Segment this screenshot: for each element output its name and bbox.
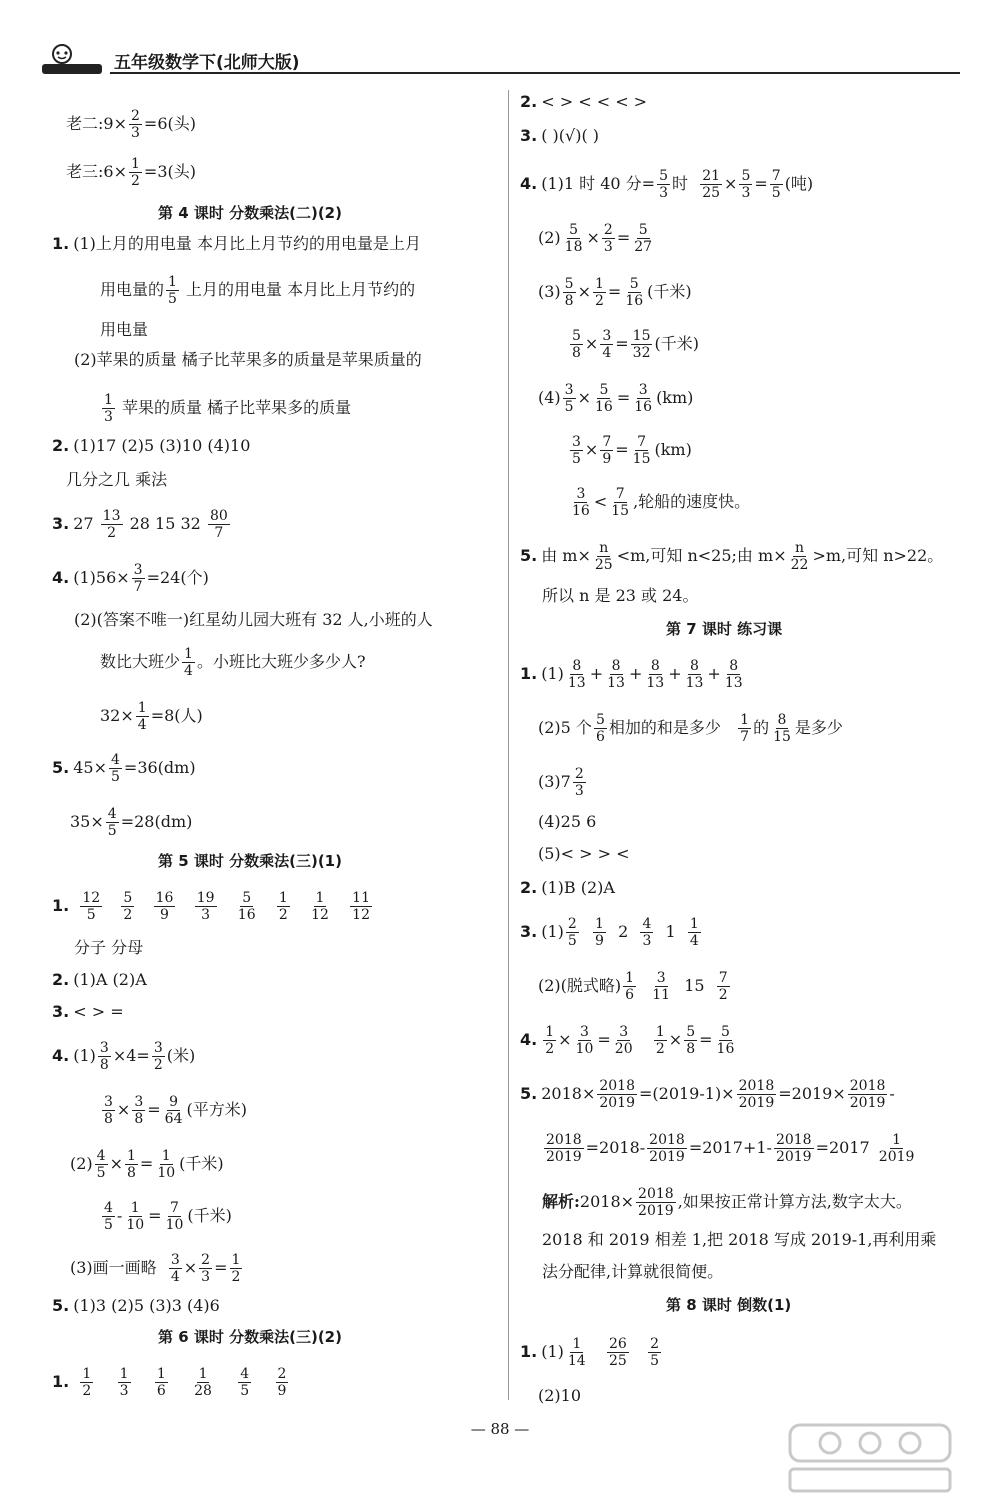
answer-line: (4)25 6 [538, 812, 597, 831]
answer-line: 4. $\frac{1}{2}$ × $\frac{3}{10}$ = $\frac{3}{20}$ $\frac{1}{2}$ × $\frac{5}{8}$ = $\frac{5}{16}$ [520, 1024, 735, 1057]
answer-line: $\frac{4}{5}$ - $\frac{1}{10}$ = $\frac{7}{10}$ (千米) [104, 1200, 232, 1233]
section-title: 第 6 课时 分数乘法(三)(2) [158, 1328, 342, 1346]
answer-line: (2) $\frac{4}{5}$ × $\frac{1}{8}$ = $\frac{1}{10}$ (千米) [70, 1148, 224, 1181]
answer-line: 1. (1) $\frac{8}{13}$ + $\frac{8}{13}$ + $\frac{8}{13}$ + $\frac{8}{13}$ + $\frac{8}{13}$ [520, 658, 743, 691]
answer-line: 所以 n 是 23 或 24。 [542, 586, 699, 605]
answer-line: $\frac{5}{8}$ × $\frac{3}{4}$ = $\frac{15}{32}$ (千米) [572, 328, 699, 361]
answer-line: 几分之几 乘法 [66, 470, 168, 489]
answer-line: 2. (1)A (2)A [52, 970, 147, 989]
answer-line: 4. (1)1 时 40 分= $\frac{5}{3}$ 时 $\frac{21}{25}$ × $\frac{5}{3}$ = $\frac{7}{5}$ (吨) [520, 168, 814, 201]
answer-line: 32× $\frac{1}{4}$ =8(人) [100, 700, 203, 733]
answer-line: (5)< > > < [538, 844, 630, 863]
answer-line: 3. 27 $\frac{13}{2}$ 28 15 32 $\frac{80}{7}$ [52, 508, 228, 541]
answer-line: 35× $\frac{4}{5}$ =28(dm) [70, 806, 193, 839]
answer-line: 用电量的 $\frac{1}{5}$ 上月的用电量 本月比上月节约的 [100, 274, 416, 307]
page-number: — 88 — [470, 1420, 530, 1438]
answer-line: $\frac{3}{16}$ < $\frac{7}{15}$ ,轮船的速度快。 [572, 486, 751, 519]
answer-line: $\frac{3}{8}$ × $\frac{3}{8}$ = $\frac{9}{64}$ (平方米) [104, 1094, 247, 1127]
answer-line: 4. (1)56× $\frac{3}{7}$ =24(个) [52, 562, 209, 595]
answer-line: 3. ( )(√)( ) [520, 126, 600, 145]
section-title: 第 4 课时 分数乘法(二)(2) [158, 204, 342, 222]
answer-line: 解析:2018× $\frac{2018}{2019}$ ,如果按正常计算方法,数字太大。 [542, 1186, 912, 1219]
answer-line: 3. (1) $\frac{2}{5}$ $\frac{1}{9}$ 2 $\frac{4}{3}$ 1 $\frac{1}{4}$ [520, 916, 699, 949]
answer-line: 3. < > = [52, 1002, 124, 1021]
answer-line: 1. $\frac{12}{5}$ $\frac{5}{2}$ $\frac{16}{9}$ $\frac{19}{3}$ $\frac{5}{16}$ $\frac{1}{2}$ $\frac{1}{12}$ $\frac{11}{12}$ [52, 890, 370, 923]
answer-line: (3) $\frac{5}{8}$ × $\frac{1}{2}$ = $\frac{5}{16}$ (千米) [538, 276, 692, 309]
answer-line: 2. < > < < < > [520, 92, 648, 111]
answer-line: (3)7 $\frac{2}{3}$ [538, 766, 584, 799]
section-title: 第 8 课时 倒数(1) [666, 1296, 792, 1314]
watermark-logo-icon [770, 1419, 970, 1499]
answer-line: (2)5 个 $\frac{5}{6}$ 相加的和是多少 $\frac{1}{7}$ 的 $\frac{8}{15}$ 是多少 [538, 712, 843, 745]
answer-line: 法分配律,计算就很简便。 [542, 1262, 724, 1281]
answer-line: 1. (1)上月的用电量 本月比上月节约的用电量是上月 [52, 234, 421, 253]
answer-line: 2. (1)B (2)A [520, 878, 615, 897]
header-title: 五年级数学下(北师大版) [114, 53, 300, 73]
answer-line: 老三:6× $\frac{1}{2}$ =3(头) [66, 156, 196, 189]
answer-line: 5. (1)3 (2)5 (3)3 (4)6 [52, 1296, 220, 1315]
answer-line: 用电量 [100, 320, 149, 339]
answer-line: 5. 45× $\frac{4}{5}$ =36(dm) [52, 752, 196, 785]
section-title: 第 5 课时 分数乘法(三)(1) [158, 852, 342, 870]
answer-line: 2018 和 2019 相差 1,把 2018 写成 2019-1,再利用乘 [542, 1230, 937, 1249]
answer-line: 老二:9× $\frac{2}{3}$ =6(头) [66, 108, 196, 141]
answer-line: (2)(脱式略) $\frac{1}{6}$ $\frac{3}{11}$ 15 $\frac{7}{2}$ [538, 970, 728, 1003]
answer-line: 2. (1)17 (2)5 (3)10 (4)10 [52, 436, 251, 455]
answer-line: (3)画一画略 $\frac{3}{4}$ × $\frac{2}{3}$ = $\frac{1}{2}$ [70, 1252, 241, 1285]
section-title: 第 7 课时 练习课 [666, 620, 783, 638]
answer-line: 5. 2018× $\frac{2018}{2019}$ =(2019-1)× $\frac{2018}{2019}$ =2019× $\frac{2018}{2019}$ - [520, 1078, 895, 1111]
logo-mascot-icon [40, 42, 106, 76]
answer-line: 数比大班少 $\frac{1}{4}$ 。小班比大班少多少人? [100, 646, 366, 679]
answer-line: 分子 分母 [74, 938, 144, 957]
answer-line: $\frac{2018}{2019}$ =2018- $\frac{2018}{2019}$ =2017+1- $\frac{2018}{2019}$ =2017 $\frac{1}{2019}$ [546, 1132, 915, 1165]
answer-line: (2)10 [538, 1386, 582, 1405]
answer-line: 1. $\frac{1}{2}$ $\frac{1}{3}$ $\frac{1}{6}$ $\frac{1}{28}$ $\frac{4}{5}$ $\frac{2}{9}$ [52, 1366, 287, 1399]
answer-line: (2)(答案不唯一)红星幼儿园大班有 32 人,小班的人 [74, 610, 433, 629]
answer-line: 4. (1) $\frac{3}{8}$ ×4= $\frac{3}{2}$ (米) [52, 1040, 196, 1073]
column-divider [508, 90, 509, 1400]
answer-line: (4) $\frac{3}{5}$ × $\frac{5}{16}$ = $\frac{3}{16}$ (km) [538, 382, 694, 415]
answer-line: 5. 由 m× $\frac{n}{25}$ <m,可知 n<25;由 m× $\frac{n}{22}$ >m,可知 n>22。 [520, 540, 944, 573]
page-header [40, 42, 960, 76]
answer-line: (2) $\frac{5}{18}$ × $\frac{2}{3}$ = $\frac{5}{27}$ [538, 222, 653, 255]
header-rule [110, 72, 960, 74]
answer-line: (2)苹果的质量 橘子比苹果多的质量是苹果质量的 [74, 350, 422, 369]
answer-line: $\frac{3}{5}$ × $\frac{7}{9}$ = $\frac{7}{15}$ (km) [572, 434, 692, 467]
answer-line: $\frac{1}{3}$ 苹果的质量 橘子比苹果多的质量 [104, 392, 352, 425]
answer-line: 1. (1) $\frac{1}{14}$ $\frac{26}{25}$ $\frac{2}{5}$ [520, 1336, 659, 1369]
